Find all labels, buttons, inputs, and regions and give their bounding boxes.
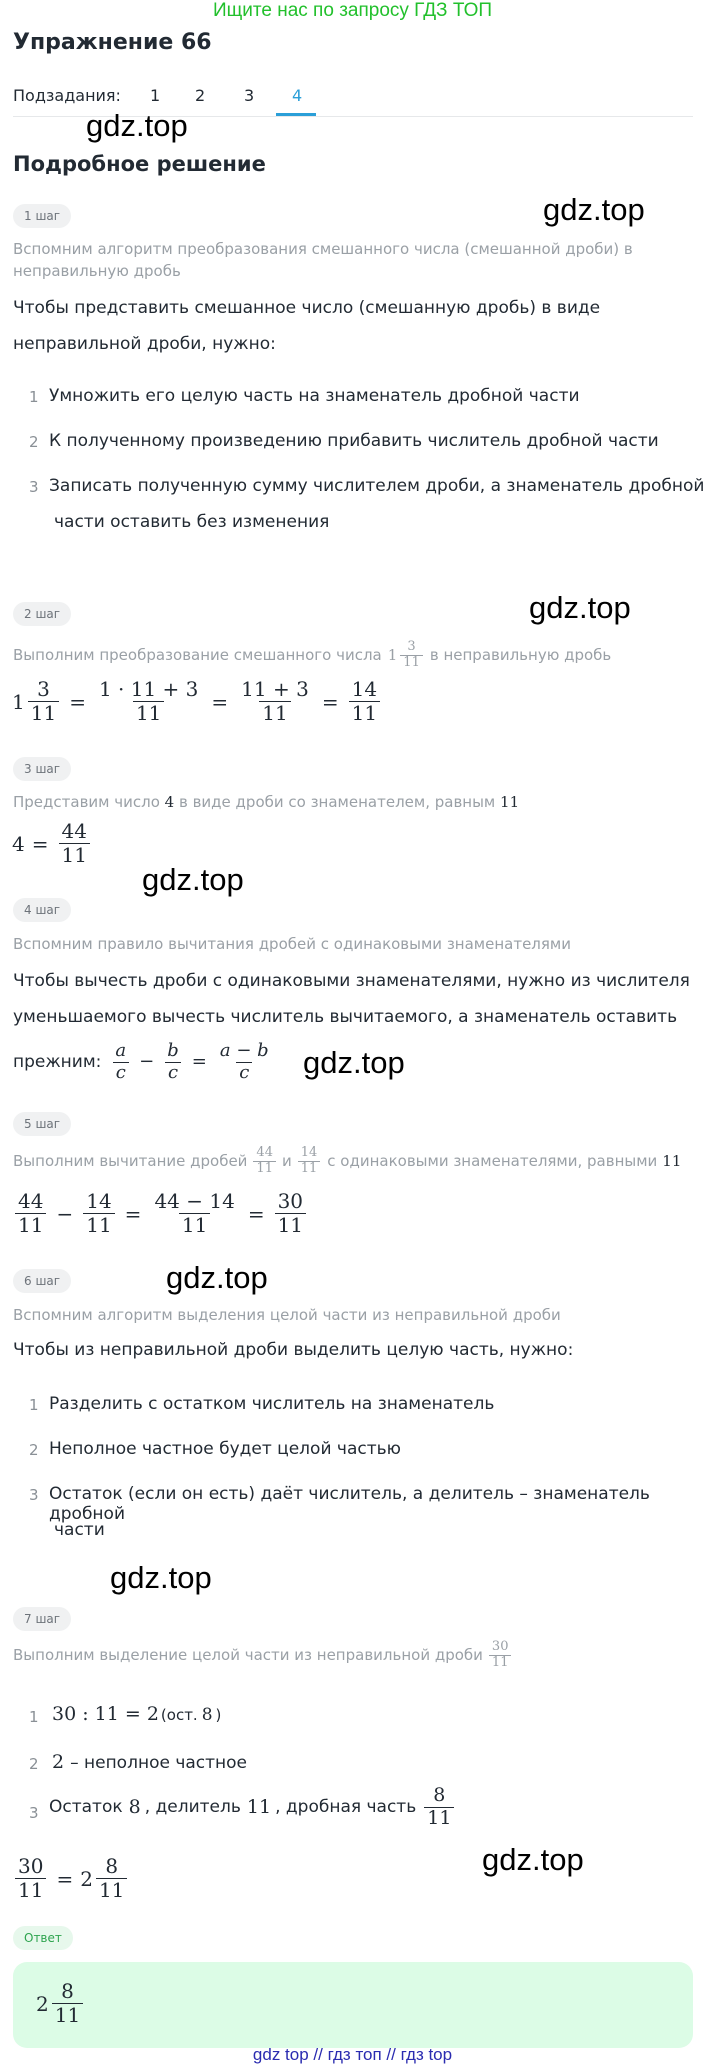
fraction: $\frac{44}{11}$ (15, 1190, 46, 1237)
step-2-badge: 2 шаг (13, 602, 71, 626)
step-6-hint: Вспомним алгоритм выделения целой части из неправильной дроби (13, 1306, 561, 1324)
list-item: Остаток 8 , делитель 11 , дробная часть $\frac{8}{11}$ (49, 1785, 457, 1830)
watermark: gdz.top (142, 862, 244, 897)
answer-badge: Ответ (13, 1926, 73, 1950)
watermark: gdz.top (166, 1260, 268, 1295)
fraction: $\frac{a - b}{c}$ (219, 1040, 269, 1083)
list-item: 2 – неполное частное (52, 1751, 248, 1773)
fraction: $\frac{8}{11}$ (52, 1980, 83, 2027)
step-3-hint: Представим число 4 в виде дроби со знаменателем, равным 11 (13, 793, 520, 811)
answer-value: 2 $\frac{8}{11}$ (36, 1980, 86, 2027)
list-item: Записать полученную сумму числителем дроби, а знаменатель дробной (49, 476, 705, 496)
step-4-rule: прежним: $\frac{a}{c}$ − $\frac{b}{c}$ = $\frac{a - b}{c}$ (13, 1041, 275, 1083)
step-4-text: уменьшаемого вычесть числитель вычитаемого, а знаменатель оставить (13, 1007, 678, 1027)
step-7-hint: Выполним выделение целой части из неправильной дроби $\frac{30}{11}$ (13, 1640, 514, 1671)
tab-subtask-1[interactable]: 1 (150, 86, 161, 105)
list-number: 2 (29, 1441, 39, 1459)
list-number: 3 (29, 1486, 39, 1504)
fraction: $\frac{14}{11}$ (298, 1146, 321, 1177)
list-number: 3 (29, 1804, 39, 1822)
list-item: 30 : 11 = 2 (ост. 8 ) (52, 1703, 222, 1725)
fraction: $\frac{11 + 3}{11}$ (241, 677, 309, 725)
fraction: $\frac{30}{11}$ (275, 1190, 306, 1237)
fraction: $\frac{30}{11}$ (15, 1855, 46, 1902)
step-4-text: Чтобы вычесть дроби с одинаковыми знаменателями, нужно из числителя (13, 971, 690, 991)
section-title: Подробное решение (13, 152, 266, 176)
watermark: gdz.top (529, 590, 631, 625)
step-7-formula: $\frac{30}{11}$ = 2 $\frac{8}{11}$ (12, 1855, 130, 1902)
hint-text: Выполним преобразование смешанного числа (13, 646, 382, 665)
fraction: $\frac{3}{11}$ (400, 640, 423, 671)
list-item: Остаток (если он есть) даёт числитель, а делитель – знаменатель дробной (49, 1484, 650, 1524)
hint-text: в неправильную дробь (429, 646, 612, 665)
fraction: $\frac{44}{11}$ (59, 820, 90, 867)
step-4-hint: Вспомним правило вычитания дробей с одинаковыми знаменателями (13, 935, 571, 953)
fraction: $\frac{a}{c}$ (112, 1041, 129, 1083)
list-number: 2 (29, 433, 39, 451)
list-number: 1 (29, 388, 39, 406)
step-6-text: Чтобы из неправильной дроби выделить целую часть, нужно: (13, 1340, 574, 1360)
list-item: К полученному произведению прибавить числитель дробной части (49, 431, 659, 451)
list-item: Разделить с остатком числитель на знаменатель (49, 1394, 495, 1414)
fraction: $\frac{1 \cdot 11 + 3}{11}$ (98, 677, 199, 725)
step-4-badge: 4 шаг (13, 898, 71, 922)
step-5-badge: 5 шаг (13, 1112, 71, 1136)
fraction: $\frac{14}{11}$ (83, 1190, 114, 1237)
step-1-text: неправильной дроби, нужно: (13, 334, 276, 354)
fraction: $\frac{44 - 14}{11}$ (154, 1189, 235, 1237)
step-2-hint (13, 640, 611, 671)
step-1-text: Чтобы представить смешанное число (смешанную дробь) в виде (13, 298, 601, 318)
list-item: Неполное частное будет целой частью (49, 1439, 401, 1459)
fraction: $\frac{8}{11}$ (424, 1785, 454, 1830)
step-2-formula: 1 $\frac{3}{11}$ = $\frac{1 \cdot 11 + 3}{11}$ = $\frac{11 + 3}{11}$ = $\frac{14}{11}$ (12, 678, 383, 725)
list-item: части (54, 1520, 105, 1540)
list-number: 3 (29, 478, 39, 496)
step-6-badge: 6 шаг (13, 1269, 71, 1293)
watermark: gdz.top (543, 192, 645, 227)
fraction: $\frac{b}{c}$ (164, 1041, 182, 1083)
exercise-title: Упражнение 66 (13, 30, 212, 55)
fraction: $\frac{44}{11}$ (253, 1146, 276, 1177)
step-1-hint: Вспомним алгоритм преобразования смешанного числа (смешанной дроби) в неправильную дробь (13, 240, 633, 280)
list-number: 1 (29, 1708, 39, 1726)
subtasks-label: Подзадания: (13, 86, 121, 105)
fraction: $\frac{14}{11}$ (349, 678, 380, 725)
footer-links[interactable]: gdz top // гдз топ // гдз top (252, 2045, 453, 2064)
top-banner[interactable]: Ищите нас по запросу ГДЗ ТОП (212, 0, 493, 21)
step-5-hint: Выполним вычитание дробей $\frac{44}{11}$ и $\frac{14}{11}$ с одинаковыми знаменателями, равными 11 (13, 1145, 682, 1176)
step-1-badge: 1 шаг (13, 204, 71, 228)
step-3-formula: 4 = $\frac{44}{11}$ (12, 820, 93, 867)
list-number: 2 (29, 1755, 39, 1773)
watermark: gdz.top (303, 1045, 405, 1080)
list-item: Умножить его целую часть на знаменатель дробной части (49, 386, 580, 406)
step-3-badge: 3 шаг (13, 757, 71, 781)
answer-box (13, 1962, 693, 2048)
watermark: gdz.top (110, 1560, 212, 1595)
step-7-badge: 7 шаг (13, 1607, 71, 1631)
fraction: $\frac{30}{11}$ (489, 1640, 512, 1671)
mixed-whole: 1 (387, 646, 398, 665)
fraction: $\frac{8}{11}$ (96, 1855, 127, 1902)
list-number: 1 (29, 1396, 39, 1414)
step-5-formula: $\frac{44}{11}$ − $\frac{14}{11}$ = $\frac{44 - 14}{11}$ = $\frac{30}{11}$ (12, 1190, 309, 1237)
list-item: части оставить без изменения (54, 512, 330, 532)
watermark: gdz.top (86, 108, 188, 143)
tab-subtask-2[interactable]: 2 (195, 86, 206, 105)
fraction: $\frac{3}{11}$ (28, 678, 59, 725)
tab-subtask-4[interactable]: 4 (292, 86, 303, 105)
watermark: gdz.top (482, 1842, 584, 1877)
tab-subtask-3[interactable]: 3 (244, 86, 255, 105)
